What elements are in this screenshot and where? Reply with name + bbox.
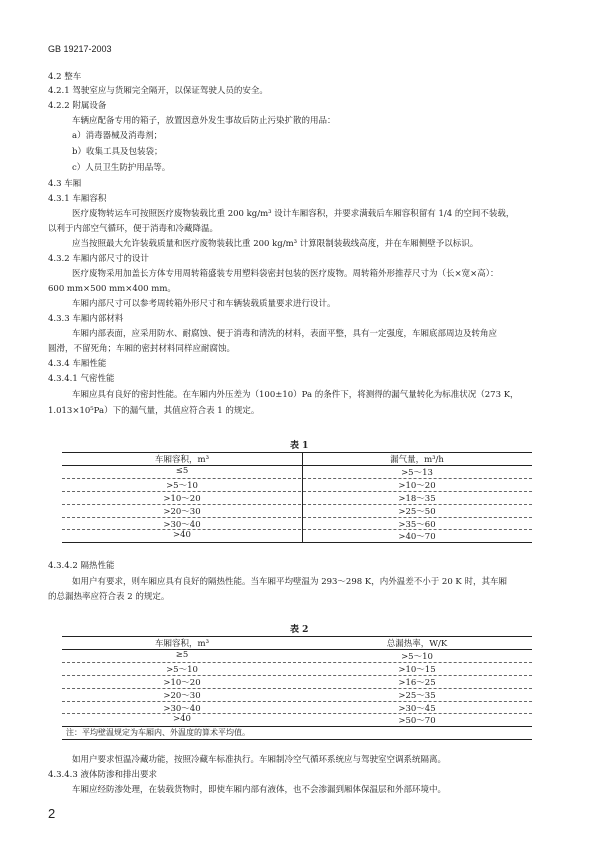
table-cell: >10～15 [398,665,436,675]
paragraph-text: 1.013×10⁵Pa）下的漏气量，其值应符合表 1 的规定。 [48,406,260,416]
section-4-2-heading: 4.2 整车 [48,72,82,82]
table-cell: >18～35 [398,494,436,504]
page-number: 2 [48,806,56,821]
table-cell: >20～30 [163,507,201,517]
paragraph-text: 600 mm×500 mm×400 mm。 [48,284,176,294]
paragraph-text: 应当按照最大允许装载质量和医疗废物装载比重 200 kg/m³ 计算限制装载线高度，并在车厢侧壁予以标识。 [72,239,479,249]
table-cell: >40 [173,714,191,724]
table-2-header-volume: 车厢容积，m³ [155,639,209,649]
paragraph-text: 车厢内部表面，应采用防水、耐腐蚀、便于消毒和清洗的材料，表面平整，具有一定强度，车厢底部周边及转角应 [72,329,498,339]
standard-code-header: GB 19217-2003 [48,44,112,54]
paragraph-text: 医疗废物采用加盖长方体专用周转箱盛装专用塑料袋密封包装的医疗废物。周转箱外形推荐尺寸为（长×宽×高）： [72,269,499,279]
section-4-3-heading: 4.3 车厢 [48,179,82,189]
paragraph-text: 以利于内部空气循环，便于消毒和冷藏降温。 [48,224,219,234]
table-cell: >5～10 [401,652,433,662]
table-cell: >40 [173,530,191,540]
clause-4-3-3-heading: 4.3.3 车厢内部材料 [48,314,124,324]
clause-4-3-2-heading: 4.3.2 车厢内部尺寸的设计 [48,254,149,264]
table-cell: >16～25 [398,678,436,688]
table-cell: >25～50 [398,507,436,517]
table-1-header-leakage: 漏气量，m³/h [390,455,444,465]
table-cell: >5～10 [166,481,198,491]
paragraph-text: 车厢内部尺寸可以参考周转箱外形尺寸和车辆装载质量要求进行设计。 [72,299,336,309]
paragraph-text: 的总漏热率应符合表 2 的规定。 [48,592,170,602]
table-2-note: 注：平均壁温规定为车厢内、外温度的算术平均值。 [66,728,250,737]
table-cell: >10～20 [163,494,201,504]
table-cell: >30～45 [398,704,436,714]
table-cell: >5～13 [401,468,433,478]
paragraph-text: 车厢应具有良好的密封性能。在车厢内外压差为（100±10）Pa 的条件下，将测得的漏气量转化为标准状况（273 K， [72,390,519,400]
table-cell: >30～40 [163,520,201,530]
list-item: b）收集工具及包装袋； [72,147,163,157]
clause-4-3-4-1-heading: 4.3.4.1 气密性能 [48,374,115,384]
table-1 [62,452,532,542]
paragraph-text: 如用户要求恒温冷藏功能，按照冷藏车标准执行。车厢制冷空气循环系统应与驾驶室空调系统隔离。 [72,755,447,765]
table-cell: >25～35 [398,691,436,701]
clause-4-3-4-heading: 4.3.4 车厢性能 [48,359,107,369]
table-cell: >5～10 [166,665,198,675]
table-cell: >30～40 [163,704,201,714]
table-cell: >50～70 [398,716,436,726]
clause-4-3-1-heading: 4.3.1 车厢容积 [48,194,107,204]
table-cell: ≥5 [175,650,189,660]
table-2-title: 表 2 [290,625,309,635]
table-1-header-volume: 车厢容积，m³ [155,455,209,465]
table-2-header-heat-leakage: 总漏热率，W/K [386,639,448,649]
list-item: c）人员卫生防护用品等。 [72,163,171,173]
table-cell: >20～30 [163,691,201,701]
paragraph-text: 车厢应经防渗处理，在装载货物时，即使车厢内部有液体，也不会渗漏到厢体保温层和外部环境中。 [72,785,447,795]
clause-4-2-1: 4.2.1 驾驶室应与货厢完全隔开，以保证驾驶人员的安全。 [48,86,268,96]
table-1-title: 表 1 [290,441,309,451]
table-2 [62,636,532,738]
clause-4-3-4-3-heading: 4.3.4.3 液体防渗和排出要求 [48,770,157,780]
table-cell: ≤5 [175,466,189,476]
table-cell: >40～70 [398,532,436,542]
table-cell: >10～20 [163,678,201,688]
clause-4-2-2-heading: 4.2.2 附属设备 [48,101,107,111]
table-cell: >35～60 [398,520,436,530]
table-cell: >10～20 [398,481,436,491]
paragraph-text: 医疗废物转运车可按照医疗废物装载比重 200 kg/m³ 设计车厢容积，并要求满载后车厢容积留有 1/4 的空间不装载， [72,209,515,219]
paragraph-text: 圆滑，不留死角；车厢的密封材料同样应耐腐蚀。 [48,344,236,354]
clause-4-3-4-2-heading: 4.3.4.2 隔热性能 [48,561,115,571]
paragraph-text: 车辆应配备专用的箱子，放置因意外发生事故后防止污染扩散的用品： [72,116,336,126]
list-item: a）消毒器械及消毒剂； [72,131,163,141]
paragraph-text: 如用户有要求，则车厢应具有良好的隔热性能。当车厢平均壁温为 293～298 K，内外温差不小于 20 K 时，其车厢 [72,577,507,587]
